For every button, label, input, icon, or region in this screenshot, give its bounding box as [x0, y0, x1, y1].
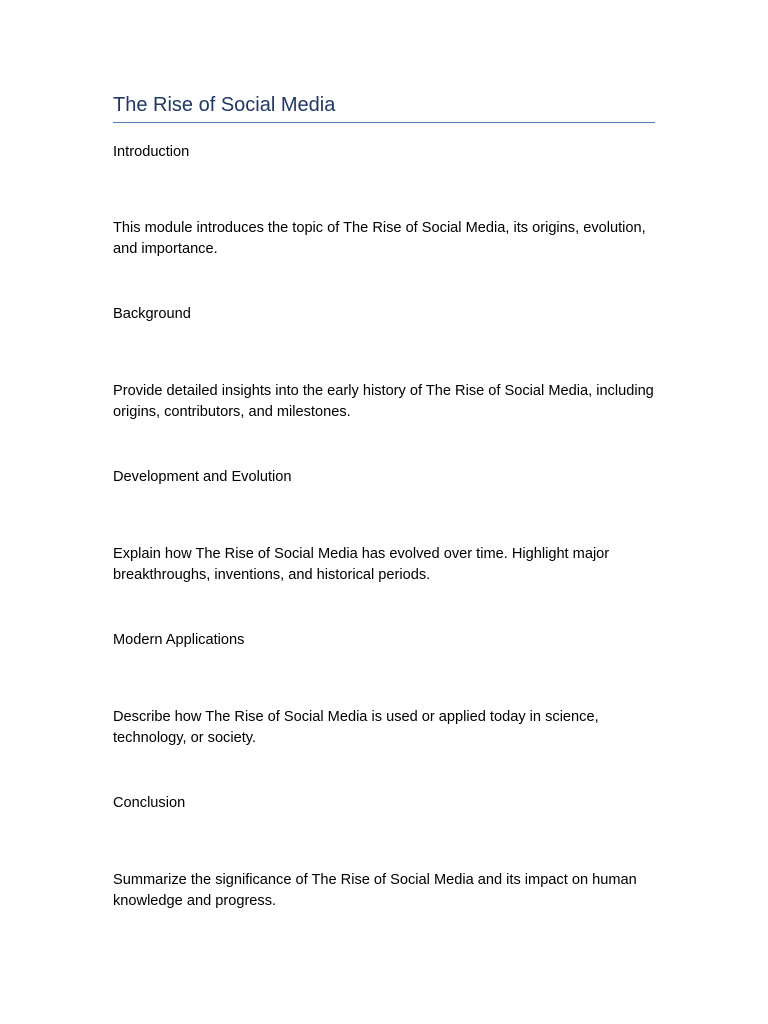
section-body-conclusion: Summarize the significance of The Rise of Social Media and its impact on human knowledge and progress.	[113, 872, 637, 909]
section-heading-introduction: Introduction	[113, 144, 190, 160]
section-body-development: Explain how The Rise of Social Media has evolved over time. Highlight major breakthroughs, inventions, and historical periods.	[113, 546, 610, 583]
title-underline	[113, 122, 655, 123]
section-body-modern-applications: Describe how The Rise of Social Media is used or applied today in science, technology, or society.	[113, 709, 599, 746]
document-title: The Rise of Social Media	[113, 94, 336, 116]
section-heading-development: Development and Evolution	[113, 469, 292, 485]
section-heading-modern-applications: Modern Applications	[113, 632, 245, 648]
section-heading-background: Background	[113, 306, 191, 322]
section-body-introduction: This module introduces the topic of The Rise of Social Media, its origins, evolution, and importance.	[113, 220, 646, 257]
section-body-background: Provide detailed insights into the early history of The Rise of Social Media, including origins, contributors, and milestones.	[113, 383, 654, 420]
section-heading-conclusion: Conclusion	[113, 795, 186, 811]
